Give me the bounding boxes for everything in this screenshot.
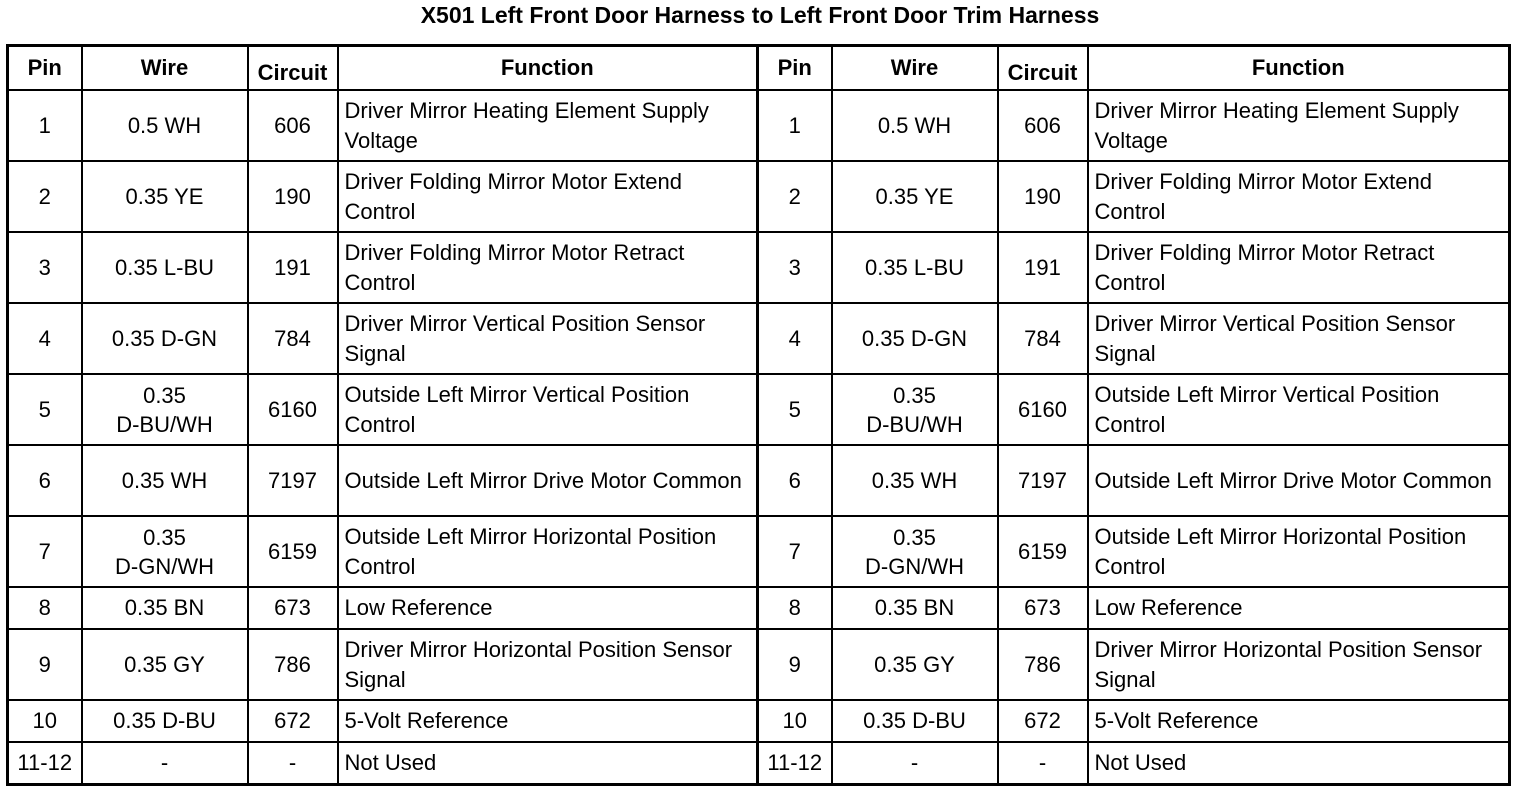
- header-circuit: Circuit: [248, 46, 338, 91]
- header-function: Function: [338, 46, 758, 91]
- table-row: [8, 742, 1510, 785]
- pin-cell: 1: [8, 90, 82, 161]
- circuit-cell: 7197: [998, 445, 1088, 516]
- pin-cell: 5: [758, 374, 832, 445]
- table-row: [8, 445, 1510, 516]
- wire-cell: 0.35 L-BU: [82, 232, 248, 303]
- circuit-cell: 191: [998, 232, 1088, 303]
- pin-cell: 11-12: [8, 742, 82, 785]
- table-row: [8, 303, 1510, 374]
- wire-cell: 0.35 YE: [832, 161, 998, 232]
- function-cell: Low Reference: [338, 587, 758, 629]
- function-cell: Driver Folding Mirror Motor Retract Control: [1088, 232, 1510, 303]
- function-cell: Outside Left Mirror Drive Motor Common: [338, 445, 758, 516]
- function-cell: Low Reference: [1088, 587, 1510, 629]
- header-pin: Pin: [758, 46, 832, 91]
- circuit-cell: 190: [998, 161, 1088, 232]
- pin-cell: 1: [758, 90, 832, 161]
- function-cell: Driver Folding Mirror Motor Retract Control: [338, 232, 758, 303]
- circuit-cell: 6160: [998, 374, 1088, 445]
- circuit-cell: 6159: [248, 516, 338, 587]
- pin-cell: 10: [758, 700, 832, 742]
- header-wire: Wire: [832, 46, 998, 91]
- table-row: [8, 374, 1510, 445]
- header-row: [8, 46, 1510, 91]
- wire-cell: 0.35 D-GN: [832, 303, 998, 374]
- circuit-cell: 606: [248, 90, 338, 161]
- circuit-cell: -: [248, 742, 338, 785]
- circuit-cell: 6159: [998, 516, 1088, 587]
- wire-cell: 0.35 D-GN/WH: [82, 516, 248, 587]
- function-cell: Driver Mirror Heating Element Supply Voltage: [338, 90, 758, 161]
- circuit-cell: 6160: [248, 374, 338, 445]
- wire-cell: 0.35 D-GN/WH: [832, 516, 998, 587]
- function-cell: Driver Folding Mirror Motor Extend Control: [1088, 161, 1510, 232]
- header-circuit: Circuit: [998, 46, 1088, 91]
- table-row: [8, 516, 1510, 587]
- pin-cell: 2: [8, 161, 82, 232]
- function-cell: Driver Folding Mirror Motor Extend Control: [338, 161, 758, 232]
- pin-cell: 7: [8, 516, 82, 587]
- wire-cell: 0.5 WH: [82, 90, 248, 161]
- pin-cell: 3: [758, 232, 832, 303]
- table-body: [8, 90, 1510, 785]
- circuit-cell: 190: [248, 161, 338, 232]
- pin-cell: 8: [8, 587, 82, 629]
- function-cell: Driver Mirror Horizontal Position Sensor Signal: [338, 629, 758, 700]
- wire-cell: 0.35 BN: [832, 587, 998, 629]
- function-cell: 5-Volt Reference: [338, 700, 758, 742]
- table-row: [8, 232, 1510, 303]
- circuit-cell: 673: [998, 587, 1088, 629]
- function-cell: Driver Mirror Horizontal Position Sensor Signal: [1088, 629, 1510, 700]
- function-cell: Not Used: [338, 742, 758, 785]
- wire-cell: 0.35 D-BU/WH: [82, 374, 248, 445]
- function-cell: Driver Mirror Vertical Position Sensor Signal: [338, 303, 758, 374]
- wire-cell: -: [82, 742, 248, 785]
- function-cell: Outside Left Mirror Vertical Position Control: [1088, 374, 1510, 445]
- circuit-cell: 672: [248, 700, 338, 742]
- wire-cell: 0.35 D-BU/WH: [832, 374, 998, 445]
- pin-cell: 2: [758, 161, 832, 232]
- circuit-cell: 673: [248, 587, 338, 629]
- wire-cell: 0.35 BN: [82, 587, 248, 629]
- pin-cell: 9: [8, 629, 82, 700]
- table-row: [8, 700, 1510, 742]
- function-cell: Outside Left Mirror Horizontal Position Control: [338, 516, 758, 587]
- pin-cell: 11-12: [758, 742, 832, 785]
- function-cell: Outside Left Mirror Vertical Position Control: [338, 374, 758, 445]
- table-row: [8, 629, 1510, 700]
- function-cell: Outside Left Mirror Drive Motor Common: [1088, 445, 1510, 516]
- pin-cell: 5: [8, 374, 82, 445]
- pin-cell: 9: [758, 629, 832, 700]
- wire-cell: 0.35 L-BU: [832, 232, 998, 303]
- table-row: [8, 161, 1510, 232]
- wire-cell: 0.35 D-BU: [832, 700, 998, 742]
- circuit-cell: -: [998, 742, 1088, 785]
- function-cell: Driver Mirror Vertical Position Sensor Signal: [1088, 303, 1510, 374]
- pin-cell: 6: [8, 445, 82, 516]
- circuit-cell: 672: [998, 700, 1088, 742]
- header-pin: Pin: [8, 46, 82, 91]
- pin-cell: 10: [8, 700, 82, 742]
- wire-cell: -: [832, 742, 998, 785]
- function-cell: Driver Mirror Heating Element Supply Voltage: [1088, 90, 1510, 161]
- pin-cell: 7: [758, 516, 832, 587]
- wire-cell: 0.35 YE: [82, 161, 248, 232]
- connector-table: [6, 44, 1511, 786]
- wire-cell: 0.35 WH: [832, 445, 998, 516]
- wire-cell: 0.5 WH: [832, 90, 998, 161]
- header-function: Function: [1088, 46, 1510, 91]
- circuit-cell: 786: [248, 629, 338, 700]
- pin-cell: 3: [8, 232, 82, 303]
- pin-cell: 4: [758, 303, 832, 374]
- function-cell: Outside Left Mirror Horizontal Position Control: [1088, 516, 1510, 587]
- circuit-cell: 191: [248, 232, 338, 303]
- page-title: X501 Left Front Door Harness to Left Front Door Trim Harness: [420, 2, 1100, 28]
- wire-cell: 0.35 WH: [82, 445, 248, 516]
- pin-cell: 6: [758, 445, 832, 516]
- circuit-cell: 784: [998, 303, 1088, 374]
- pin-cell: 8: [758, 587, 832, 629]
- header-wire: Wire: [82, 46, 248, 91]
- table-row: [8, 587, 1510, 629]
- pin-cell: 4: [8, 303, 82, 374]
- function-cell: Not Used: [1088, 742, 1510, 785]
- wire-cell: 0.35 D-GN: [82, 303, 248, 374]
- wire-cell: 0.35 GY: [82, 629, 248, 700]
- circuit-cell: 784: [248, 303, 338, 374]
- circuit-cell: 606: [998, 90, 1088, 161]
- function-cell: 5-Volt Reference: [1088, 700, 1510, 742]
- wire-cell: 0.35 D-BU: [82, 700, 248, 742]
- circuit-cell: 786: [998, 629, 1088, 700]
- table-row: [8, 90, 1510, 161]
- wire-cell: 0.35 GY: [832, 629, 998, 700]
- circuit-cell: 7197: [248, 445, 338, 516]
